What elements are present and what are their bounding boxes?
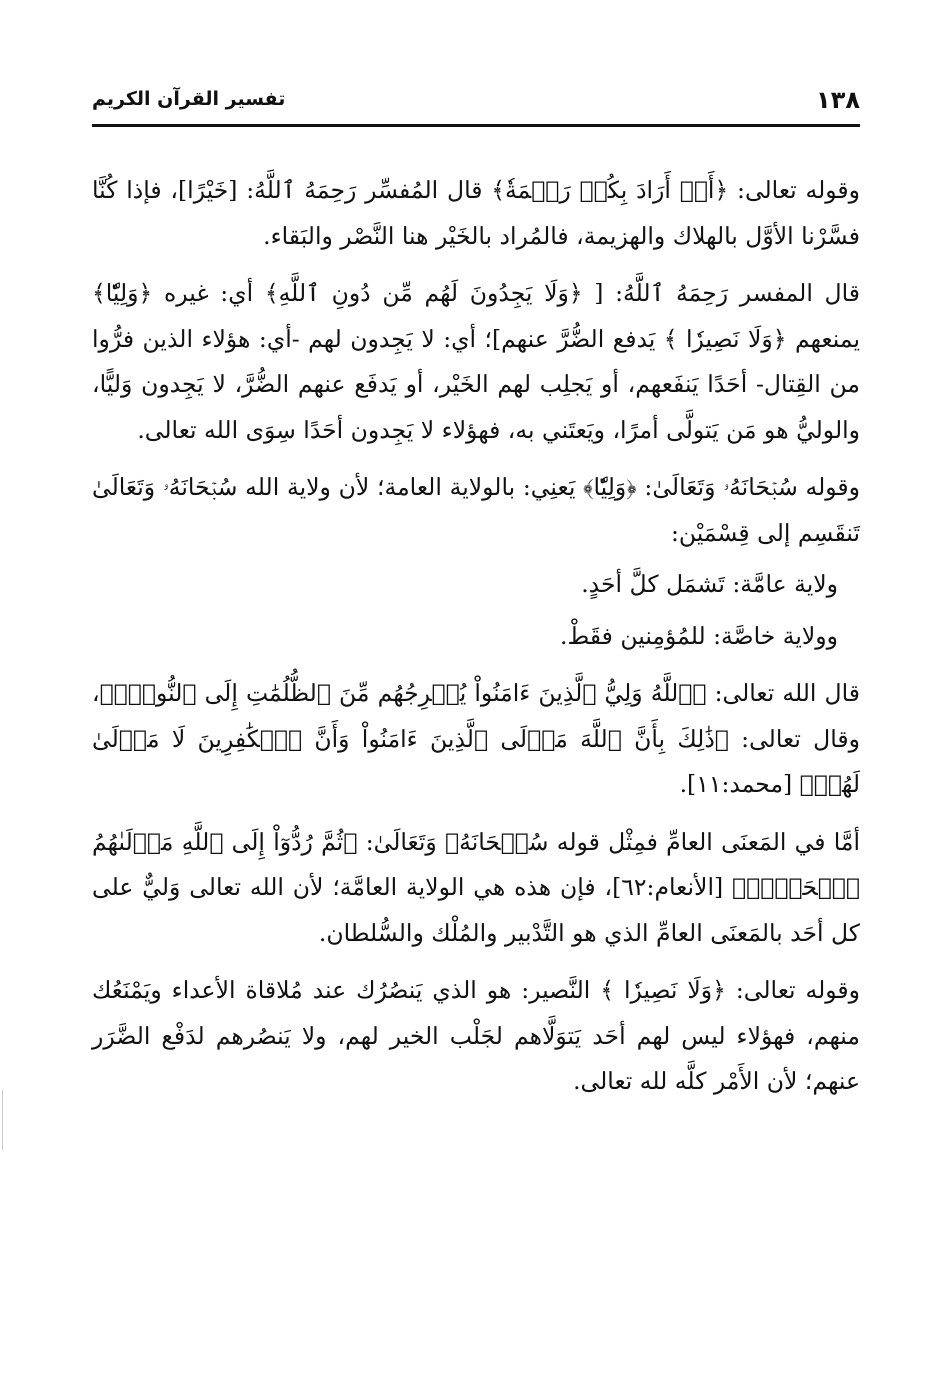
header-rule: [92, 124, 860, 127]
page-body: [92, 168, 860, 1117]
scan-edge-mark: [2, 1090, 3, 1150]
paragraph-helper-meaning: وقوله تعالى: ﴿وَلَا نَصِيرٗا ﴾ النَّصير: هو الذي يَنصُرُك عند مُلاقاة الأعداء ويَمْنَعُك منهم، فهؤلاء ليس لهم أحَد يَتوَلَّاهم لجَلْب الخير لهم، ولا يَنصُرهم لدَفْع الضَّرَر عنهم؛ لأن الأَمْر كلَّه لله تعالى.: [92, 976, 860, 1095]
page-number: ١٣٨: [816, 86, 860, 114]
paragraph-guardian-helper: قال المفسر رَحِمَهُ ٱللَّهُ: [ ﴿وَلَا يَجِدُونَ لَهُم مِّن دُونِ ٱللَّهِ﴾ أي: غيره ﴿وَلِيّٗا﴾ يمنعهم ﴿وَلَا نَصِيرٗا ﴾ يَدفع الضُّرَّ عنهم]؛ أي: لا يَجِدون لهم -أي: هؤلاء الذين فرُّوا من القِتال- أحَدًا يَنفَعهم، أو يَجلِب لهم الخَيْر، أو يَدفَع عنهم الضُّرَّ، لا يَجِدون وَليًّا، والوليُّ هو مَن يَتولَّى أمرًا، ويَعتَني به، فهؤلاء لا يَجِدون أحَدًا سِوَى الله تعالى.: [92, 279, 860, 444]
running-title: تفسير القرآن الكريم: [92, 88, 286, 110]
page-header: [92, 84, 860, 128]
paragraph-general-guardianship: وقوله سُبۡحَانَهُۥ وَتَعَالَىٰ: ﴿وَلِيّٗا﴾ يَعنِي: بالولاية العامة؛ لأن ولاية الله سُبۡحَانَهُۥ وَتَعَالَىٰ تَنقَسِم إلى قِسْمَيْن:: [92, 473, 860, 547]
paragraph-general-meaning: أمَّا في المَعنَى العامِّ فمِثْل قوله سُبۡحَانَهُۥ وَتَعَالَىٰ: ﴿ثُمَّ رُدُّوٓاْ إِلَى ٱللَّهِ مَوۡلَىٰهُمُ ٱلۡحَقِّۚ﴾ [الأنعام:٦٢]، فإن هذه هي الولاية العامَّة؛ لأن الله تعالى وَليٌّ على كل أحَد بالمَعنَى العامِّ الذي هو التَّدْبير والمُلْك والسُّلطان.: [92, 827, 861, 947]
paragraph-special-wilaya: وولاية خاصَّة: للمُؤمِنين فقَطْ.: [559, 621, 838, 650]
paragraph-allah-wali-verses: قال الله تعالى: ﴿ٱللَّهُ وَلِيُّ ٱلَّذِينَ ءَامَنُواْ يُخۡرِجُهُم مِّنَ ٱلظُّلُمَٰتِ إِلَى ٱلنُّورِۖ﴾، وقال تعالى: ﴿ذَٰلِكَ بِأَنَّ ٱللَّهَ مَوۡلَى ٱلَّذِينَ ءَامَنُواْ وَأَنَّ ٱلۡكَٰفِرِينَ لَا مَوۡلَىٰ لَهُمۡ﴾ [محمد:١١].: [92, 679, 860, 798]
paragraph-mercy-verse: وقوله تعالى: ﴿أَوۡ أَرَادَ بِكُمۡ رَحۡمَةٗ﴾ قال المُفسِّر رَحِمَهُ ٱللَّهُ: [خَيْرًا]، فإذا كُنَّا فسَّرْنا الأوَّل بالهلاك والهزيمة، فالمُراد بالخَيْر هنا النَّصْر والبَقاء.: [92, 176, 860, 250]
paragraph-general-wilaya: ولاية عامَّة: تَشمَل كلَّ أحَدٍ.: [581, 570, 838, 598]
